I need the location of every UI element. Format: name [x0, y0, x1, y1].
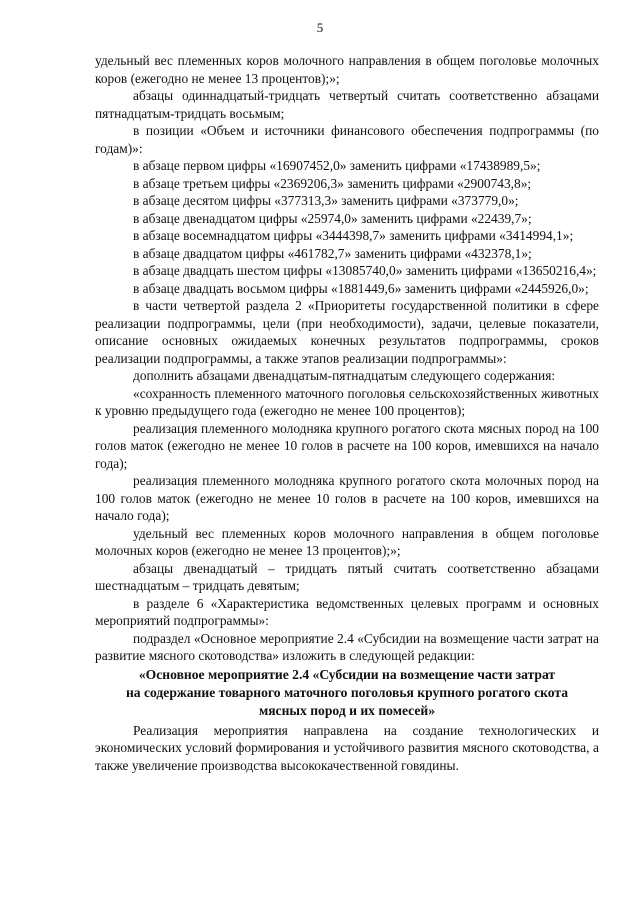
paragraph-14: «сохранность племенного маточного поголовья сельскохозяйственных животных к уровню предыдущего года (ежегодно не менее 100 процентов); — [95, 385, 599, 418]
document-body — [95, 52, 599, 774]
page-number: 5 — [316, 20, 324, 35]
paragraph-2: абзацы одиннадцатый-тридцать четвертый считать соответственно абзацами пятнадцатым-тридцать восьмым; — [95, 88, 599, 121]
closing-paragraph: Реализация мероприятия направлена на создание технологических и экономических условий формирования и устойчивого развития мясного скотоводства, а также увеличение производства высококачественной говядины. — [95, 722, 599, 773]
section-heading — [95, 666, 599, 720]
heading-line-1: «Основное мероприятие 2.4 «Субсидии на возмещение части затрат — [138, 666, 556, 682]
paragraph-16: реализация племенного молодняка крупного рогатого скота молочных пород на 100 голов маток (ежегодно не менее 10 голов в расчете на 100 коров, имевшихся на начало года); — [95, 473, 599, 523]
paragraph-15: реализация племенного молодняка крупного рогатого скота мясных пород на 100 голов маток (ежегодно не менее 10 голов в расчете на 100 коров, имевшихся на начало года); — [95, 420, 599, 471]
paragraph-6: в абзаце десятом цифры «377313,3» заменить цифрами «373779,0»; — [133, 193, 519, 208]
paragraph-8: в абзаце восемнадцатом цифры «3444398,7» заменить цифрами «3414994,1»; — [133, 228, 574, 243]
paragraph-18: абзацы двенадцатый – тридцать пятый считать соответственно абзацами шестнадцатым – тридцать девятым; — [95, 560, 599, 593]
paragraph-4: в абзаце первом цифры «16907452,0» заменить цифрами «17438989,5»; — [133, 158, 541, 173]
paragraph-12: в части четвертой раздела 2 «Приоритеты государственной политики в сфере реализации подпрограммы, цели (при необходимости), задачи, целевые показатели, описание основных ожидаемых конечных результатов подпрограммы, сроков реализации подпрограммы, а также этапов реализации подпрограммы»: — [95, 298, 599, 366]
paragraph-7: в абзаце двенадцатом цифры «25974,0» заменить цифрами «22439,7»; — [133, 210, 532, 226]
paragraph-10: в абзаце двадцать шестом цифры «13085740,0» заменить цифрами «13650216,4»; — [133, 263, 597, 278]
paragraph-19: в разделе 6 «Характеристика ведомственных целевых программ и основных мероприятий подпрограммы»: — [95, 595, 599, 628]
paragraph-17: удельный вес племенных коров молочного направления в общем поголовье молочных коров (ежегодно не менее 13 процентов);»; — [95, 525, 599, 558]
paragraph-13: дополнить абзацами двенадцатым-пятнадцатым следующего содержания: — [133, 368, 556, 383]
paragraph-9: в абзаце двадцатом цифры «461782,7» заменить цифрами «432378,1»; — [133, 245, 532, 261]
heading-line-2: на содержание товарного маточного поголовья крупного рогатого скота — [125, 684, 569, 700]
paragraph-11: в абзаце двадцать восьмом цифры «1881449,6» заменить цифрами «2445926,0»; — [133, 280, 589, 296]
paragraph-20: подраздел «Основное мероприятие 2.4 «Субсидии на возмещение части затрат на развитие мясного скотоводства» изложить в следующей редакции: — [95, 630, 599, 663]
heading-line-3: мясных пород и их помесей» — [258, 702, 436, 718]
paragraph-3: в позиции «Объем и источники финансового обеспечения подпрограммы (по годам)»: — [95, 123, 599, 156]
paragraph-5: в абзаце третьем цифры «2369206,3» заменить цифрами «2900743,8»; — [133, 175, 532, 191]
paragraph-1: удельный вес племенных коров молочного направления в общем поголовье молочных коров (ежегодно не менее 13 процентов);»; — [95, 53, 599, 86]
